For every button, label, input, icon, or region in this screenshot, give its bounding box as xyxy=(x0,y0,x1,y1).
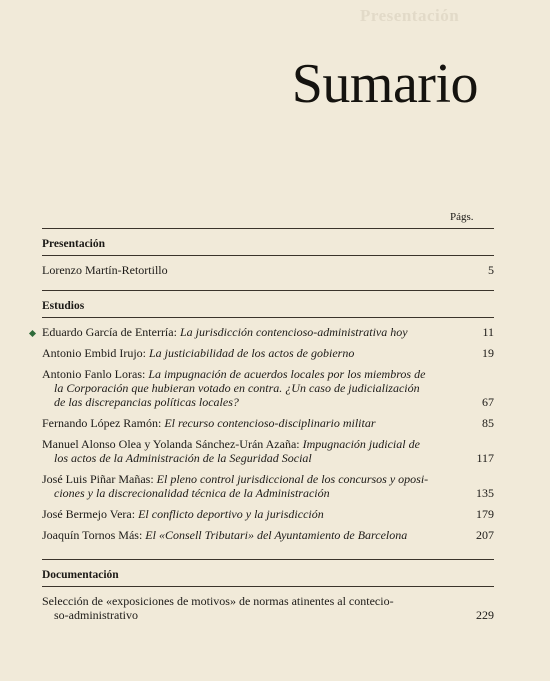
entry-title: La jurisdicción contencioso-administrativa hoy xyxy=(179,325,408,339)
toc-entry[interactable] xyxy=(42,594,494,622)
entry-author: Joaquín Tornos Más: xyxy=(42,528,143,542)
entry-page-number: 19 xyxy=(482,346,494,360)
entry-author: Antonio Embid Irujo: xyxy=(42,346,146,360)
pages-column-header: Págs. xyxy=(450,211,474,223)
toc-entry[interactable] xyxy=(42,416,494,430)
entry-title: Impugnación judicial de xyxy=(302,437,420,451)
entry-author: Lorenzo Martín-Retortillo xyxy=(42,263,168,277)
entry-title: El «Consell Tributari» del Ayuntamiento de Barcelona xyxy=(145,528,408,542)
toc-entry[interactable] xyxy=(42,472,494,500)
entry-page-number: 135 xyxy=(476,486,494,500)
entry-author: Antonio Fanlo Loras: xyxy=(42,367,146,381)
section-title: Documentación xyxy=(42,569,119,581)
toc-entry[interactable] xyxy=(42,263,494,277)
section-title: Presentación xyxy=(42,238,106,250)
entry-page-number: 11 xyxy=(482,325,494,339)
entry-author: José Bermejo Vera: xyxy=(42,507,136,521)
entry-page-number: 207 xyxy=(476,528,494,542)
entry-author: Selección de «exposiciones de motivos» de normas atinentes al contecio- xyxy=(42,594,394,608)
entry-title-continued: los actos de la Administración de la Seguridad Social xyxy=(54,451,312,465)
entry-page-number: 117 xyxy=(476,451,494,465)
entry-page-number: 229 xyxy=(476,608,494,622)
entry-title: La impugnación de acuerdos locales por los miembros de xyxy=(148,367,426,381)
entry-title: El recurso contencioso-disciplinario militar xyxy=(164,416,376,430)
entry-author: Manuel Alonso Olea y Yolanda Sánchez-Urán Azaña: xyxy=(42,437,300,451)
page-title: Sumario xyxy=(291,53,478,115)
toc-entry[interactable] xyxy=(42,346,494,360)
entry-author: Eduardo García de Enterría: xyxy=(42,325,177,339)
faded-running-head: Presentación xyxy=(360,6,460,25)
toc-entry[interactable] xyxy=(42,507,494,521)
toc-entry[interactable] xyxy=(42,437,494,465)
entry-title: El conflicto deportivo y la jurisdicción xyxy=(138,507,324,521)
entry-title: El pleno control jurisdiccional de los concursos y oposi- xyxy=(156,472,429,486)
entry-text-continued: so-administrativo xyxy=(54,608,138,622)
section-rule xyxy=(42,586,494,587)
entry-author: Fernando López Ramón: xyxy=(42,416,162,430)
entry-page-number: 67 xyxy=(482,395,494,409)
toc-entry[interactable] xyxy=(42,528,494,542)
entry-author: José Luis Piñar Mañas: xyxy=(42,472,154,486)
toc-entry[interactable] xyxy=(42,325,494,339)
section-rule xyxy=(42,317,494,318)
green-mark-icon xyxy=(29,330,36,337)
entry-page-number: 85 xyxy=(482,416,494,430)
entry-title-continued: de las discrepancias políticas locales? xyxy=(54,395,239,409)
entry-title-continued: la Corporación que hubieran votado en contra. ¿Un caso de judicialización xyxy=(54,381,420,395)
entry-title: La justiciabilidad de los actos de gobierno xyxy=(149,346,355,360)
entry-page-number: 179 xyxy=(476,507,494,521)
table-of-contents xyxy=(42,228,494,635)
entry-page-number: 5 xyxy=(488,263,494,277)
section-title: Estudios xyxy=(42,300,85,312)
toc-entry[interactable] xyxy=(42,367,494,409)
section-rule xyxy=(42,255,494,256)
entry-title-continued: ciones y la discrecionalidad técnica de la Administración xyxy=(54,486,330,500)
